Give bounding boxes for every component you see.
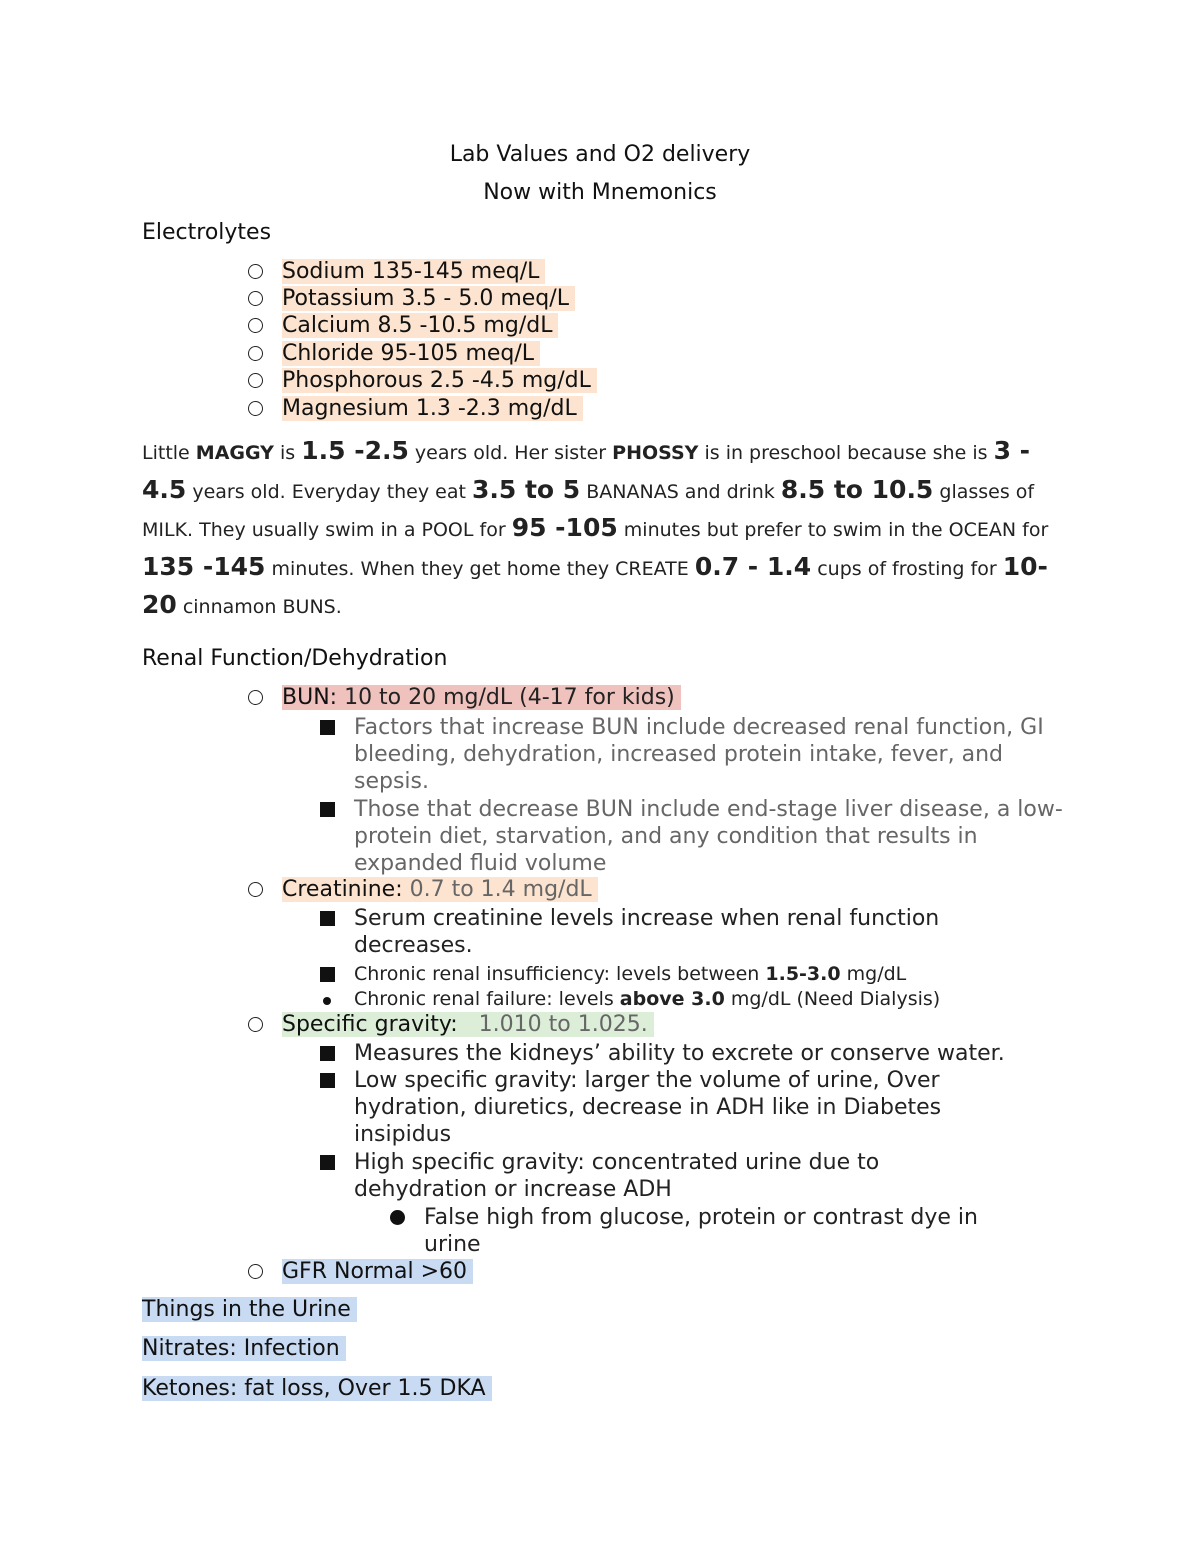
gravity-low-note: Low specific gravity: larger the volume of urine, Over hydration, diuretics, decrease in ADH like in Diabetes insipidus <box>320 1067 1004 1148</box>
square-bullet-icon <box>320 1155 335 1170</box>
bun-decrease-factors: Those that decrease BUN include end-stage liver disease, a low-protein diet, starvation, and any condition that results in expanded fluid volume <box>320 796 1066 877</box>
renal-item-creatinine: Creatinine: 0.7 to 1.4 mg/dL <box>248 877 598 903</box>
document-subtitle: Now with Mnemonics <box>483 180 717 205</box>
square-bullet-icon <box>320 1073 335 1088</box>
hollow-circle-bullet-icon <box>248 264 263 279</box>
bun-increase-factors: Factors that increase BUN include decreased renal function, GI bleeding, dehydration, increased protein intake, fever, and sepsis. <box>320 714 1066 795</box>
electrolyte-item-phosphorous: Phosphorous 2.5 -4.5 mg/dL <box>248 368 597 394</box>
gravity-false-high-note: False high from glucose, protein or contrast dye in urine <box>390 1204 1034 1258</box>
renal-item-gfr: GFR Normal >60 <box>248 1259 473 1285</box>
hollow-circle-bullet-icon <box>248 1264 263 1279</box>
renal-item-bun: BUN: 10 to 20 mg/dL (4-17 for kids) <box>248 685 681 711</box>
hollow-circle-bullet-icon <box>248 690 263 705</box>
creatinine-insufficiency-note: Chronic renal insufficiency: levels between 1.5-3.0 mg/dL <box>320 961 906 990</box>
mnemonic-paragraph: Little MAGGY is 1.5 -2.5 years old. Her sister PHOSSY is in preschool because she is 3 - 4.5 years old. Everyday they eat 3.5 to 5 BANANAS and drink 8.5 to 10.5 glasses of MILK. They usually swim in a POOL for 95 -105 minutes but prefer to swim in the OCEAN for 135 -145 minutes. When they get home they CREATE 0.7 - 1.4 cups of frosting for 10-20 cinnamon BUNS. <box>142 436 1049 619</box>
filled-circle-bullet-icon <box>390 1210 405 1225</box>
hollow-circle-bullet-icon <box>248 401 263 416</box>
renal-item-specific-gravity: Specific gravity: 1.010 to 1.025. <box>248 1012 654 1038</box>
electrolyte-item-magnesium: Magnesium 1.3 -2.3 mg/dL <box>248 396 583 422</box>
square-bullet-icon <box>320 911 335 926</box>
square-bullet-icon <box>320 1046 335 1061</box>
urine-nitrates: Nitrates: Infection <box>142 1336 346 1361</box>
electrolyte-item-chloride: Chloride 95-105 meq/L <box>248 341 540 367</box>
urine-ketones: Ketones: fat loss, Over 1.5 DKA <box>142 1376 492 1401</box>
hollow-circle-bullet-icon <box>248 346 263 361</box>
square-bullet-icon <box>320 802 335 817</box>
hollow-circle-bullet-icon <box>248 1017 263 1032</box>
urine-heading: Things in the Urine <box>142 1297 357 1322</box>
dot-bullet-icon <box>323 997 331 1005</box>
electrolyte-item-sodium: Sodium 135-145 meq/L <box>248 259 545 285</box>
electrolyte-item-potassium: Potassium 3.5 - 5.0 meq/L <box>248 286 575 312</box>
hollow-circle-bullet-icon <box>248 373 263 388</box>
hollow-circle-bullet-icon <box>248 882 263 897</box>
square-bullet-icon <box>320 967 335 982</box>
document-title: Lab Values and O2 delivery <box>449 142 751 167</box>
gravity-high-note: High specific gravity: concentrated urine due to dehydration or increase ADH <box>320 1149 944 1203</box>
hollow-circle-bullet-icon <box>248 318 263 333</box>
creatinine-increase-note: Serum creatinine levels increase when renal function decreases. <box>320 905 1034 959</box>
creatinine-failure-note: Chronic renal failure: levels above 3.0 mg/dL (Need Dialysis) <box>320 986 940 1013</box>
electrolyte-item-calcium: Calcium 8.5 -10.5 mg/dL <box>248 313 558 339</box>
renal-heading: Renal Function/Dehydration <box>142 646 448 671</box>
electrolytes-heading: Electrolytes <box>142 220 272 245</box>
hollow-circle-bullet-icon <box>248 291 263 306</box>
square-bullet-icon <box>320 720 335 735</box>
gravity-measure-note: Measures the kidneys’ ability to excrete or conserve water. <box>320 1040 1074 1068</box>
